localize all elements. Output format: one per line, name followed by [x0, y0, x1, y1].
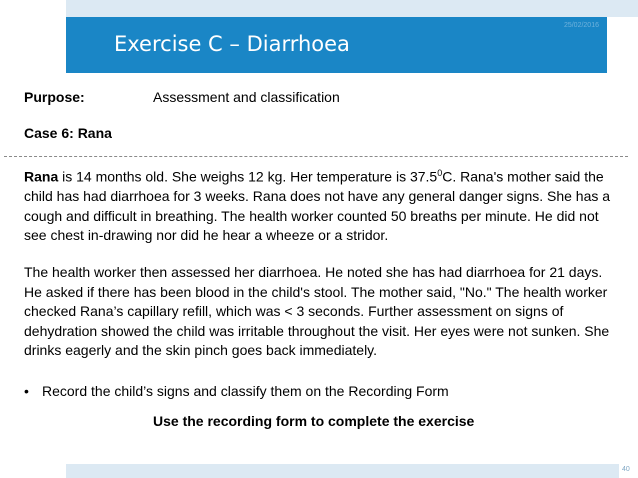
paragraph-1-text-b: C. Rana's mother said the child has had diarrhoea for 3 weeks. Rana does not have any general danger signs. She has a cough and difficult in breathing. The health worker counted 50 breaths per minute. He did not see chest in-drawing nor did he hear a wheeze or a stridor. — [24, 168, 611, 244]
case-paragraph-2: The health worker then assessed her diarrhoea. He noted she has had diarrhoea for 21 days. He asked if there has been blood in the child's stool. The mother said, "No." The health worker checked Rana’s capillary refill, which was < 3 seconds. Further assessment on signs of dehydration showed the child was irritable throughout the visit. Her eyes were not sunken. She drinks eagerly and the skin pinch goes back immediately. — [24, 264, 610, 358]
case-title: Case 6: Rana — [24, 125, 112, 141]
bullet-text: Record the child’s signs and classify them on the Recording Form — [42, 383, 449, 399]
bullet-marker: • — [24, 383, 29, 399]
instruction-text: Use the recording form to complete the exercise — [153, 413, 475, 429]
page-number: 40 — [622, 466, 630, 473]
bottom-decorative-band — [66, 464, 619, 478]
purpose-value: Assessment and classification — [153, 89, 340, 105]
degree-superscript: 0 — [437, 168, 443, 178]
title-bar — [66, 17, 607, 73]
bullet-item — [24, 382, 620, 401]
dashed-divider — [4, 156, 628, 157]
purpose-label: Purpose: — [24, 89, 85, 105]
top-decorative-band — [66, 0, 638, 17]
case-paragraph-1 — [24, 164, 620, 246]
paragraph-1-text-a: is 14 months old. She weighs 12 kg. Her temperature is 37.5 — [58, 168, 438, 185]
slide-title: Exercise C – Diarrhoea — [114, 32, 350, 56]
slide-date: 25/02/2016 — [563, 22, 599, 29]
child-name: Rana — [24, 168, 59, 185]
